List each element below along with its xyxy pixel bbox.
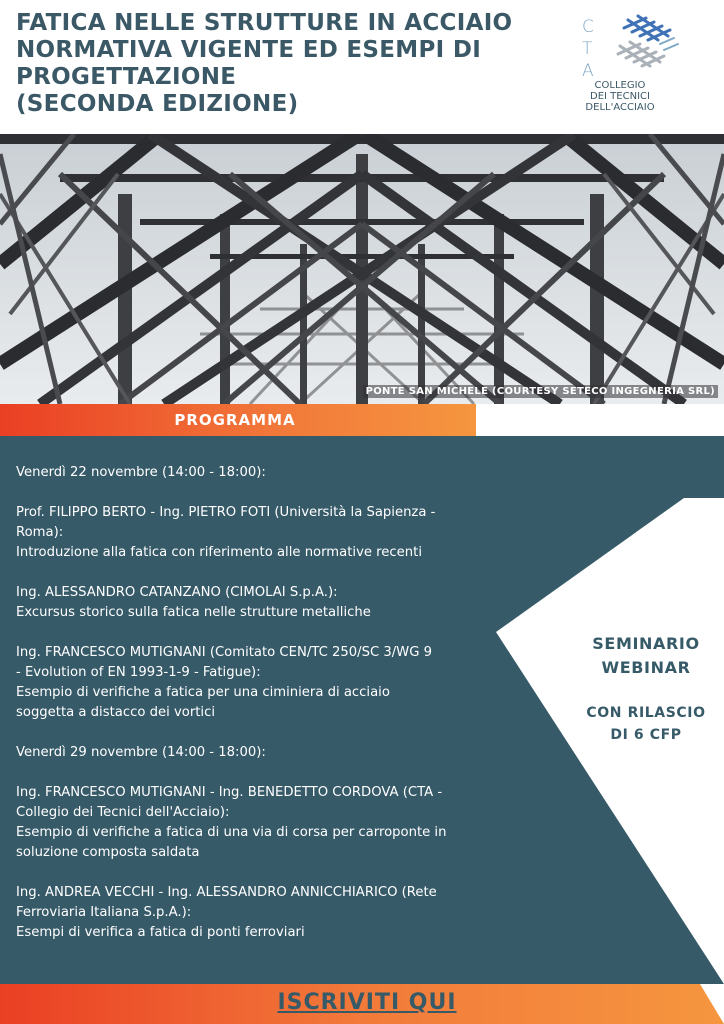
program-line: Collegio dei Tecnici dell'Acciaio): (16, 805, 230, 820)
title-line-1: FATICA NELLE STRUTTURE IN ACCIAIO (16, 10, 513, 36)
program-line: Excursus storico sulla fatica nelle strutture metalliche (16, 605, 371, 620)
seminar-info (566, 632, 724, 746)
program-line: soluzione composta saldata (16, 845, 200, 860)
logo-letter-a: A (582, 61, 594, 81)
page-title (16, 10, 556, 118)
program-line: - Evolution of EN 1993-1-9 - Fatigue): (16, 665, 261, 680)
program-spacer (16, 563, 536, 583)
logo-letter-t: T (582, 39, 593, 59)
logo-text-line-3: DELL'ACCIAIO (585, 102, 655, 113)
program-line: Venerdì 22 novembre (14:00 - 18:00): (16, 465, 266, 480)
program-spacer (16, 863, 536, 883)
program-line: soggetta a distacco dei vortici (16, 705, 215, 720)
program-spacer (16, 483, 536, 503)
program-line: Ing. FRANCESCO MUTIGNANI - Ing. BENEDETTO CORDOVA (CTA - (16, 785, 443, 800)
logo-letter-c: C (582, 17, 594, 37)
title-line-2: NORMATIVA VIGENTE ED ESEMPI DI (16, 37, 482, 63)
logo-text-line-2: DEI TECNICI (590, 91, 650, 102)
program-line: Esempio di verifiche a fatica di una via di corsa per carroponte in (16, 825, 447, 840)
program-line: Ferroviaria Italiana S.p.A.): (16, 905, 192, 920)
program-spacer (16, 623, 536, 643)
steel-bridge-structure-image (0, 134, 724, 404)
cfp-label-line-2: DI 6 CFP (610, 727, 682, 743)
logo-lattice-icon (602, 14, 692, 78)
logo-letters (582, 16, 594, 82)
program-line: Ing. FRANCESCO MUTIGNANI (Comitato CEN/TC 250/SC 3/WG 9 (16, 645, 433, 660)
subscribe-link[interactable]: ISCRIVITI QUI (277, 990, 457, 1015)
bridge-photo (0, 134, 724, 404)
seminar-label: SEMINARIO (592, 634, 700, 653)
cta-logo (578, 14, 708, 118)
title-line-4: (SECONDA EDIZIONE) (16, 91, 299, 117)
program-section (0, 436, 724, 984)
program-line: Ing. ANDREA VECCHI - Ing. ALESSANDRO ANNICCHIARICO (Rete (16, 885, 437, 900)
logo-text-line-1: COLLEGIO (594, 80, 646, 91)
logo-text (580, 80, 660, 113)
photo-caption: PONTE SAN MICHELE (COURTESY SETECO INGEGNERIA SRL) (363, 385, 718, 398)
program-line: Prof. FILIPPO BERTO - Ing. PIETRO FOTI (Università la Sapienza - (16, 505, 436, 520)
footer-band (0, 984, 724, 1024)
cfp-label-line-1: CON RILASCIO (586, 705, 706, 721)
title-line-3: PROGETTAZIONE (16, 64, 237, 90)
program-line: Roma): (16, 525, 64, 540)
program-spacer (16, 723, 536, 743)
programma-label: PROGRAMMA (174, 411, 296, 429)
program-line: Esempio di verifiche a fatica per una ciminiera di acciaio (16, 685, 390, 700)
program-list (16, 463, 536, 943)
header (0, 0, 724, 134)
webinar-label: WEBINAR (601, 658, 691, 677)
program-spacer (16, 763, 536, 783)
programma-band (0, 404, 724, 436)
program-line: Ing. ALESSANDRO CATANZANO (CIMOLAI S.p.A.): (16, 585, 338, 600)
program-line: Venerdì 29 novembre (14:00 - 18:00): (16, 745, 266, 760)
program-line: Esempi di verifica a fatica di ponti ferroviari (16, 925, 305, 940)
program-line: Introduzione alla fatica con riferimento alle normative recenti (16, 545, 422, 560)
